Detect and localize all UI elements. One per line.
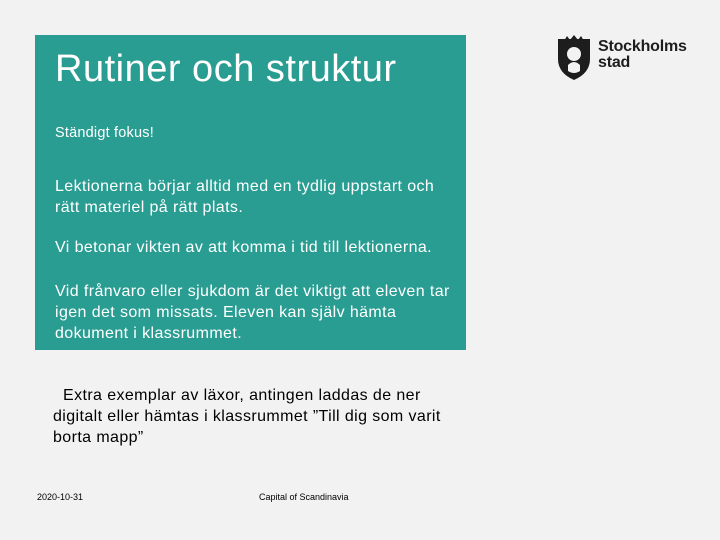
footer-brand: Capital of Scandinavia [259, 492, 349, 502]
paragraph-absence: Vid frånvaro eller sjukdom är det viktigt att eleven tar igen det som missats. Eleven kan själv hämta dokument i klassrummet. [55, 283, 450, 342]
crest-icon [556, 35, 592, 81]
stockholm-logo [556, 35, 696, 81]
logo-line-1: Stockholms [598, 38, 687, 55]
paragraph-punctuality: Vi betonar vikten av att komma i tid till lektionerna. [55, 239, 433, 256]
logo-wordmark [598, 39, 687, 71]
paragraph-lesson-start: Lektionerna börjar alltid med en tydlig uppstart och rätt materiel på rätt plats. [55, 178, 435, 216]
footer-date: 2020-10-31 [37, 492, 84, 502]
focus-text: Ständigt fokus! [55, 125, 154, 141]
logo-line-2: stad [598, 54, 631, 71]
homework-note: Extra exemplar av läxor, antingen laddas de ner digitalt eller hämtas i klassrummet ”Till dig som varit borta mapp” [53, 387, 441, 446]
slide-title: Rutiner och struktur [55, 48, 397, 90]
